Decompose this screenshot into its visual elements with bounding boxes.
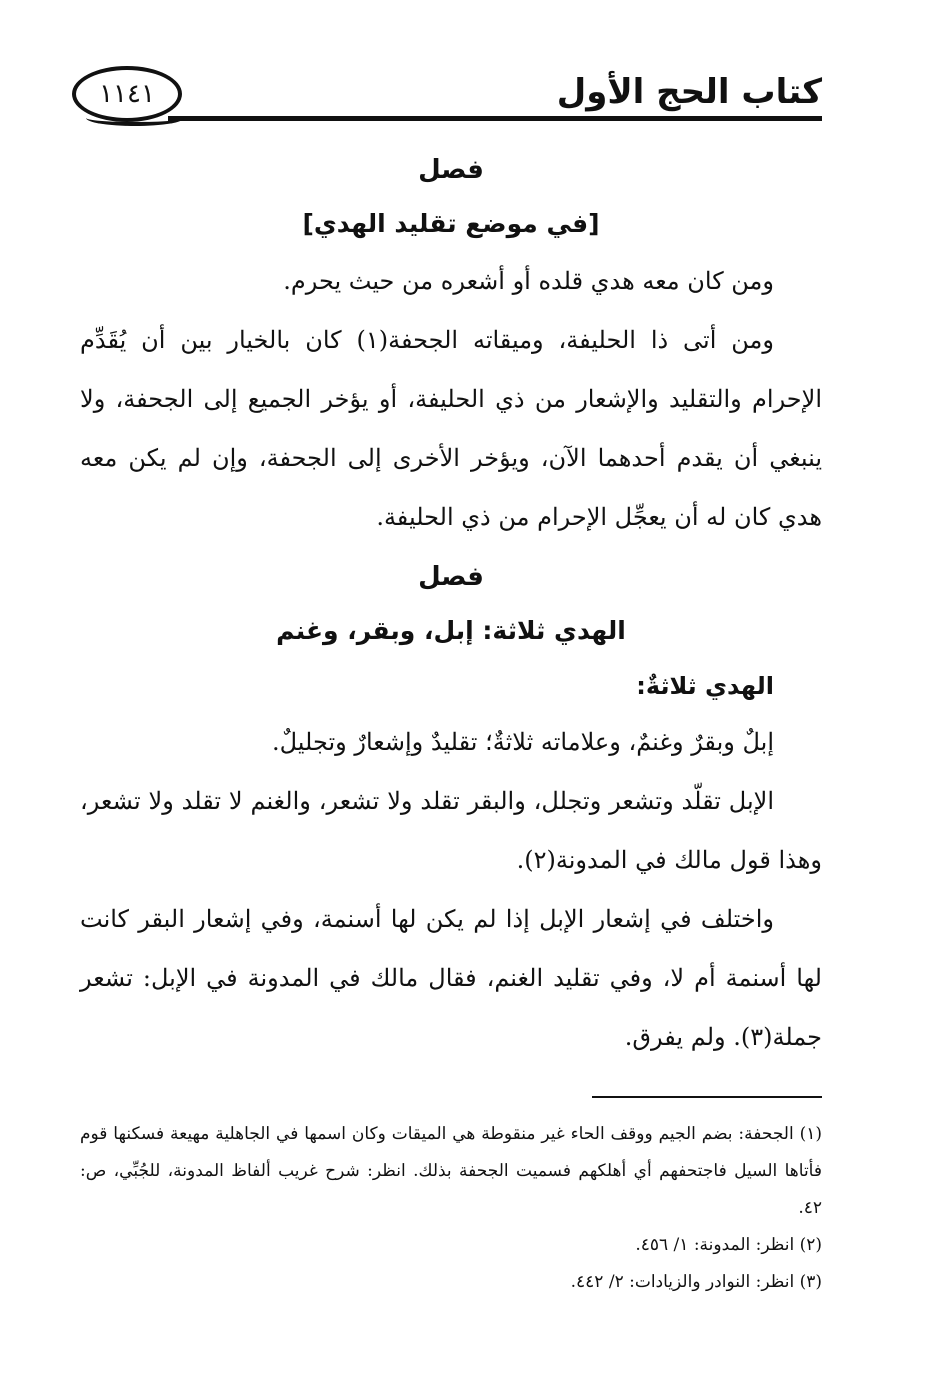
paragraph: ومن أتى ذا الحليفة، وميقاته الجحفة(١) كان بالخيار بين أن يُقَدِّم الإحرام والتقليد والإشعار من ذي الحليفة، أو يؤخر الجميع إلى الجحفة، ولا ينبغي أن يقدم أحدهما الآن، ويؤخر الأخرى إلى الجحفة، وإن لم يكن معه هدي كان له أن يعجِّل الإحرام من ذي الحليفة. [80,326,822,531]
page-number-frame [72,66,182,122]
section-subtitle: [في موضع تقليد الهدي] [302,209,600,238]
paragraph: إبلٌ وبقرٌ وغنمٌ، وعلاماته ثلاثةٌ؛ تقليدٌ وإشعارٌ وتجليلٌ. [271,728,774,756]
footnote-rule [592,1096,822,1098]
main-text [80,150,822,1067]
section-subtitle: الهدي ثلاثة: إبل، وبقر، وغنم [276,616,626,645]
paragraph: الإبل تقلّد وتشعر وتجلل، والبقر تقلد ولا تشعر، والغنم لا تقلد ولا تشعر، وهذا قول مالك في المدونة(٢). [80,787,822,874]
header-rule [168,116,822,121]
footnotes [80,1116,822,1301]
section-title: فصل [418,562,484,592]
page-header [72,62,822,126]
section-title: فصل [418,155,484,185]
footnote: (٢) انظر: المدونة: ١/ ٤٥٦. [635,1235,822,1255]
lead-heading: الهدي ثلاثةٌ: [636,672,774,700]
page-number: ١١٤١ [99,79,155,109]
footnote: (١) الجحفة: بضم الجيم ووقف الحاء غير منقوطة هي الميقات وكان اسمها في الجاهلية مهيعة فسكنها قوم فأتاها السيل فاجتحفهم أي أهلكهم فسميت الجحفة بذلك. انظر: شرح غريب ألفاظ المدونة، للجُبِّي، ص: ٤٢. [80,1124,822,1218]
paragraph: واختلف في إشعار الإبل إذا لم يكن لها أسنمة، وفي إشعار البقر كانت لها أسنمة أم لا، وفي تقليد الغنم، فقال مالك في المدونة في الإبل: تشعر جملة(٣). ولم يفرق. [80,905,822,1051]
paragraph: ومن كان معه هدي قلده أو أشعره من حيث يحرم. [283,267,774,295]
book-title: كتاب الحج الأول [556,72,822,112]
footnote: (٣) انظر: النوادر والزيادات: ٢/ ٤٤٢. [570,1272,822,1292]
